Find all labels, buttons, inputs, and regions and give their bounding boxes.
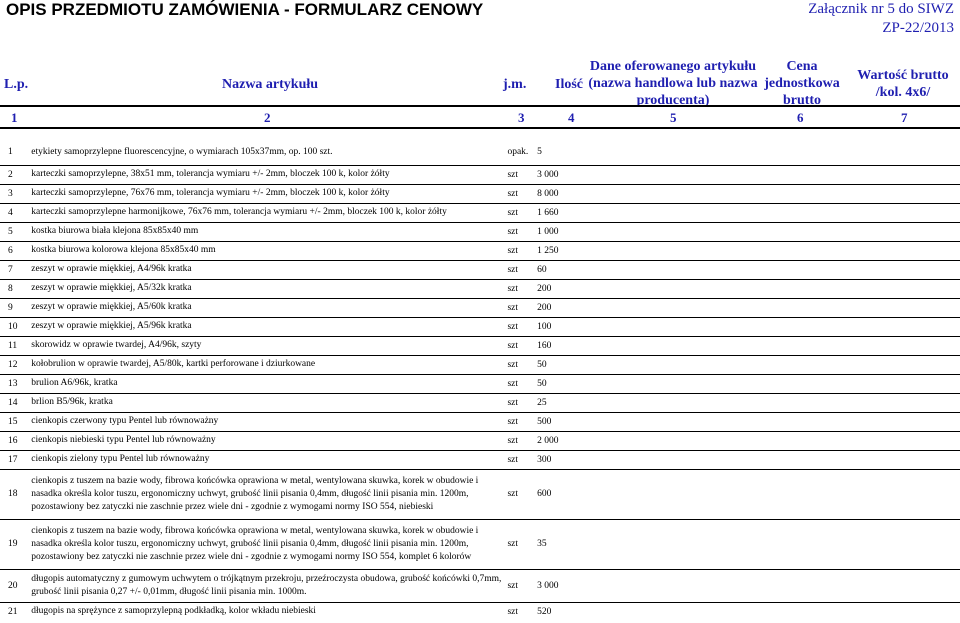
row-qty: 2 000 [537, 431, 960, 450]
row-lp: 2 [0, 165, 23, 184]
row-desc: karteczki samoprzylepne, 76x76 mm, tolerancja wymiaru +/- 2mm, bloczek 100 k, kolor żółty [23, 184, 507, 203]
table-row [0, 602, 960, 621]
table-row [0, 374, 960, 393]
row-qty: 200 [537, 279, 960, 298]
row-unit: szt [507, 569, 537, 602]
table-row [0, 298, 960, 317]
header-offered [588, 58, 758, 109]
header-price [758, 58, 846, 109]
header-name: Nazwa artykułu [222, 77, 319, 92]
table-row [0, 184, 960, 203]
row-desc-line: nasadka określa kolor tuszu, ergonomiczny uchwyt, grubość linii pisania 0,4mm, długość linii pisania min. 1200m, [31, 538, 469, 549]
row-desc [23, 569, 507, 602]
header-offered-line2: (nazwa handlowa lub nazwa [588, 76, 758, 91]
row-qty: 1 250 [537, 241, 960, 260]
row-unit: szt [507, 298, 537, 317]
row-lp: 8 [0, 279, 23, 298]
header-value [850, 67, 956, 101]
row-qty: 50 [537, 374, 960, 393]
row-lp: 9 [0, 298, 23, 317]
header-lp: L.p. [4, 77, 29, 92]
header-price-line3: brutto [782, 93, 822, 108]
row-desc: cienkopis niebieski typu Pentel lub równoważny [23, 431, 507, 450]
header-divider [0, 105, 960, 107]
header-unit: j.m. [503, 77, 527, 92]
header-price-line2: jednostkowa [764, 76, 840, 91]
table-row [0, 393, 960, 412]
row-unit: szt [507, 165, 537, 184]
row-unit: szt [507, 393, 537, 412]
row-lp: 14 [0, 393, 23, 412]
row-desc: zeszyt w oprawie miękkiej, A5/32k kratka [23, 279, 507, 298]
row-lp: 1 [8, 147, 13, 158]
table-row [0, 519, 960, 569]
row-qty: 500 [537, 412, 960, 431]
table-row [0, 241, 960, 260]
row-desc: kostka biurowa biała klejona 85x85x40 mm [23, 222, 507, 241]
row-qty: 35 [537, 519, 960, 569]
row-lp: 12 [0, 355, 23, 374]
form-title: OPIS PRZEDMIOTU ZAMÓWIENIA - FORMULARZ CENOWY [6, 0, 484, 19]
row-unit: szt [507, 519, 537, 569]
row-lp: 19 [0, 519, 23, 569]
row-desc [23, 469, 507, 519]
row-desc-line: cienkopis z tuszem na bazie wody, fibrowa końcówka oprawiona w metal, wentylowana skuwka, korek w obudowie i [31, 525, 479, 536]
header-offered-line3: producenta) [636, 93, 710, 108]
row-lp: 6 [0, 241, 23, 260]
row-qty: 60 [537, 260, 960, 279]
row-qty: 1 660 [537, 203, 960, 222]
row-unit: szt [507, 469, 537, 519]
row-qty: 300 [537, 450, 960, 469]
row-lp: 21 [0, 602, 23, 621]
row-desc: zeszyt w oprawie miękkiej, A4/96k kratka [23, 260, 507, 279]
row-unit: szt [507, 374, 537, 393]
row-desc: skorowidz w oprawie twardej, A4/96k, szyty [23, 336, 507, 355]
row-desc-line: grubość linii pisania 0,27 +/- 0,01mm, długość linii pisania min. 1000m. [31, 586, 307, 597]
row-lp: 20 [0, 569, 23, 602]
row-lp: 11 [0, 336, 23, 355]
colnum-1: 1 [11, 110, 18, 125]
row-unit: szt [507, 241, 537, 260]
items-table [0, 140, 960, 621]
colnum-7: 7 [901, 110, 908, 125]
colnum-6: 6 [797, 110, 804, 125]
row-unit: szt [507, 355, 537, 374]
row-lp: 10 [0, 317, 23, 336]
row-lp: 16 [0, 431, 23, 450]
row-unit: szt [507, 602, 537, 621]
colnum-2: 2 [264, 110, 271, 125]
row-qty: 8 000 [537, 184, 960, 203]
row-qty: 1 000 [537, 222, 960, 241]
row-desc-line: długopis automatyczny z gumowym uchwytem o trójkątnym przekroju, przeźroczysta obudowa, grubość końcówki 0,7mm, [31, 573, 502, 584]
row-desc-line: cienkopis z tuszem na bazie wody, fibrowa końcówka oprawiona w metal, wentylowana skuwka, korek w obudowie i [31, 475, 479, 486]
colnum-5: 5 [670, 110, 677, 125]
row-desc: zeszyt w oprawie miękkiej, A5/60k kratka [23, 298, 507, 317]
row-desc: zeszyt w oprawie miękkiej, A5/96k kratka [23, 317, 507, 336]
row-lp: 13 [0, 374, 23, 393]
row-unit: szt [507, 203, 537, 222]
row-desc: karteczki samoprzylepne, 38x51 mm, tolerancja wymiaru +/- 2mm, bloczek 100 k, kolor żółty [23, 165, 507, 184]
row-qty: 520 [537, 602, 960, 621]
reference-number: ZP-22/2013 [882, 20, 954, 36]
row-unit: szt [507, 431, 537, 450]
row-unit: szt [507, 260, 537, 279]
table-row [0, 279, 960, 298]
row-desc: cienkopis czerwony typu Pentel lub równoważny [23, 412, 507, 431]
row-qty: 100 [537, 317, 960, 336]
row-desc: etykiety samoprzylepne fluorescencyjne, o wymiarach 105x37mm, op. 100 szt. [31, 146, 333, 157]
row-desc-line: pozostawiony bez zatyczki nie zaschnie przez wiele dni - zgodnie z wymogami normy ISO 554, niebieski [31, 501, 434, 512]
table-row [0, 431, 960, 450]
table-row [0, 222, 960, 241]
row-qty: 160 [537, 336, 960, 355]
header-value-line1: Wartość brutto [857, 68, 949, 83]
table-row [0, 355, 960, 374]
row-unit: szt [507, 450, 537, 469]
row-desc: kostka biurowa kolorowa klejona 85x85x40 mm [23, 241, 507, 260]
header-offered-line1: Dane oferowanego artykułu [589, 59, 757, 74]
header-qty: Ilość [555, 77, 583, 92]
row-desc: brlion B5/96k, kratka [23, 393, 507, 412]
row-desc-line: nasadka określa kolor tuszu, ergonomiczny uchwyt, grubość linii pisania 0,4mm, długość linii pisania min. 1200m, [31, 488, 469, 499]
colnum-3: 3 [518, 110, 525, 125]
row-desc: kołobrulion w oprawie twardej, A5/80k, kartki perforowane i dziurkowane [23, 355, 507, 374]
row-lp: 15 [0, 412, 23, 431]
colnum-4: 4 [568, 110, 575, 125]
row-qty: 200 [537, 298, 960, 317]
row-lp: 3 [0, 184, 23, 203]
row-qty: 5 [537, 147, 542, 158]
row-unit: szt [507, 336, 537, 355]
row-unit: szt [507, 279, 537, 298]
row-qty: 600 [537, 469, 960, 519]
row-unit: opak. [507, 147, 529, 158]
row-lp: 18 [0, 469, 23, 519]
row-qty: 25 [537, 393, 960, 412]
row-qty: 3 000 [537, 569, 960, 602]
row-lp: 5 [0, 222, 23, 241]
row-lp: 17 [0, 450, 23, 469]
row-desc: brulion A6/96k, kratka [23, 374, 507, 393]
table-row [0, 336, 960, 355]
row-qty: 50 [537, 355, 960, 374]
row-lp: 7 [0, 260, 23, 279]
row-lp: 4 [0, 203, 23, 222]
table-row [0, 317, 960, 336]
table-row [0, 450, 960, 469]
row-desc: długopis na sprężynce z samoprzylepną podkładką, kolor wkładu niebieski [23, 602, 507, 621]
table-row [0, 260, 960, 279]
attachment-label: Załącznik nr 5 do SIWZ [808, 1, 954, 17]
table-row [0, 569, 960, 602]
row-desc-line: pozostawiony bez zatyczki nie zaschnie przez wiele dni - zgodnie z wymogami normy ISO 554, komplet 6 kolorów [31, 551, 472, 562]
row-unit: szt [507, 317, 537, 336]
header-price-line1: Cena [786, 59, 818, 74]
table-row [0, 140, 960, 165]
row-unit: szt [507, 184, 537, 203]
table-row [0, 203, 960, 222]
table-row [0, 165, 960, 184]
table-row [0, 412, 960, 431]
row-desc: karteczki samoprzylepne harmonijkowe, 76x76 mm, tolerancja wymiaru +/- 2mm, bloczek 100 k, kolor żółty [23, 203, 507, 222]
table-row [0, 469, 960, 519]
row-qty: 3 000 [537, 165, 960, 184]
row-unit: szt [507, 412, 537, 431]
header-value-line2: /kol. 4x6/ [875, 85, 931, 100]
numbers-divider [0, 127, 960, 129]
row-desc: cienkopis zielony typu Pentel lub równoważny [23, 450, 507, 469]
row-desc [23, 519, 507, 569]
row-unit: szt [507, 222, 537, 241]
